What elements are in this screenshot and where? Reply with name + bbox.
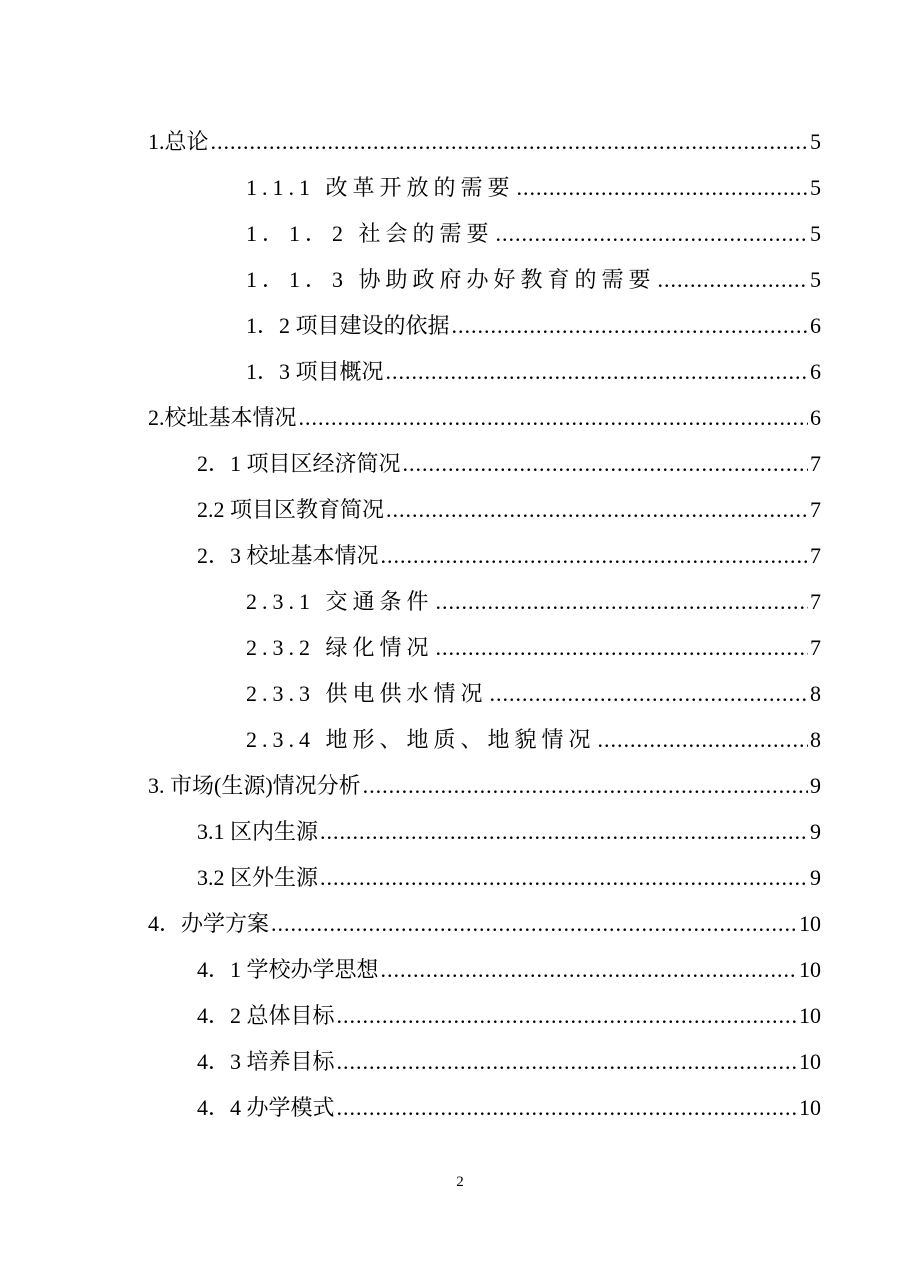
page-number: 2	[456, 1174, 464, 1190]
toc-leader-dots	[299, 400, 808, 436]
toc-entry-page: 9	[810, 773, 821, 798]
toc-entry-label: 1．1．2 社会的需要	[246, 221, 494, 246]
toc-entry-page: 9	[810, 865, 821, 890]
toc-leader-dots	[496, 216, 808, 252]
toc-entry-label: 2.2 项目区教育简况	[197, 497, 385, 522]
toc-leader-dots	[320, 814, 808, 850]
toc-entry-page: 8	[810, 681, 821, 706]
toc-leader-dots	[403, 446, 808, 482]
toc-entry[interactable]	[246, 676, 821, 712]
toc-entry[interactable]	[197, 860, 821, 896]
toc-entry[interactable]	[246, 308, 821, 344]
toc-entry[interactable]	[246, 216, 821, 252]
toc-entry[interactable]	[246, 354, 821, 390]
toc-entry[interactable]	[197, 998, 821, 1034]
toc-entry-page: 7	[810, 497, 821, 522]
toc-entry[interactable]	[197, 1044, 821, 1080]
toc-entry-page: 5	[810, 221, 821, 246]
toc-entry-label: 4．1 学校办学思想	[197, 957, 379, 982]
toc-leader-dots	[598, 722, 808, 758]
toc-entry[interactable]	[197, 952, 821, 988]
toc-leader-dots	[517, 170, 808, 206]
toc-leader-dots	[490, 676, 808, 712]
toc-leader-dots	[386, 492, 808, 528]
toc-entry-label: 3.2 区外生源	[197, 865, 319, 890]
toc-entry[interactable]	[197, 1090, 821, 1126]
toc-entry-page: 7	[810, 543, 821, 568]
toc-entry-label: 3.1 区内生源	[197, 819, 319, 844]
toc-leader-dots	[452, 308, 808, 344]
toc-leader-dots	[320, 860, 808, 896]
toc-entry[interactable]	[148, 400, 821, 436]
toc-entry-label: 4．办学方案	[148, 911, 270, 936]
toc-entry-label: 1.总论	[148, 129, 209, 154]
toc-entry-page: 5	[810, 129, 821, 154]
toc-entry-label: 1．2 项目建设的依据	[246, 313, 450, 338]
toc-entry-label: 1．3 项目概况	[246, 359, 384, 384]
toc-entry-page: 10	[799, 1003, 821, 1028]
toc-entry-page: 7	[810, 589, 821, 614]
toc-leader-dots	[337, 1090, 797, 1126]
toc-entry[interactable]	[197, 814, 821, 850]
toc-entry-page: 10	[799, 957, 821, 982]
toc-entry[interactable]	[197, 492, 821, 528]
toc-entry[interactable]	[246, 170, 821, 206]
toc-entry-page: 7	[810, 635, 821, 660]
toc-entry-label: 2.3.4 地形、地质、地貌情况	[246, 727, 596, 752]
toc-entry[interactable]	[246, 584, 821, 620]
toc-leader-dots	[381, 538, 808, 574]
toc-entry-page: 10	[799, 1049, 821, 1074]
toc-entry-page: 8	[810, 727, 821, 752]
toc-entry-label: 1．1．3 协助政府办好教育的需要	[246, 267, 656, 292]
toc-leader-dots	[271, 906, 797, 942]
toc-leader-dots	[211, 124, 808, 160]
toc-entry[interactable]	[197, 446, 821, 482]
toc-entry-label: 2．3 校址基本情况	[197, 543, 379, 568]
toc-leader-dots	[363, 768, 808, 804]
toc-entry-page: 5	[810, 175, 821, 200]
toc-entry[interactable]	[246, 722, 821, 758]
toc-entry-label: 4．2 总体目标	[197, 1003, 335, 1028]
toc-entry-label: 2.校址基本情况	[148, 405, 297, 430]
toc-entry-page: 5	[810, 267, 821, 292]
toc-entry-page: 10	[799, 1095, 821, 1120]
toc-entry-page: 9	[810, 819, 821, 844]
toc-entry-label: 3. 市场(生源)情况分析	[148, 773, 361, 798]
toc-leader-dots	[337, 1044, 797, 1080]
toc-leader-dots	[381, 952, 797, 988]
toc-entry-page: 6	[810, 313, 821, 338]
toc-entry-label: 4．4 办学模式	[197, 1095, 335, 1120]
toc-entry-label: 1.1.1 改革开放的需要	[246, 175, 515, 200]
toc-entry[interactable]	[148, 906, 821, 942]
toc-leader-dots	[436, 584, 808, 620]
toc-entry-page: 6	[810, 405, 821, 430]
toc-leader-dots	[658, 262, 808, 298]
toc-entry[interactable]	[148, 124, 821, 160]
toc-entry-label: 2.3.3 供电供水情况	[246, 681, 488, 706]
toc-entry-label: 4．3 培养目标	[197, 1049, 335, 1074]
toc-leader-dots	[337, 998, 797, 1034]
toc-entry[interactable]	[197, 538, 821, 574]
toc-entry-page: 10	[799, 911, 821, 936]
toc-entry-label: 2.3.1 交通条件	[246, 589, 434, 614]
toc-entry[interactable]	[148, 768, 821, 804]
toc-entry-page: 7	[810, 451, 821, 476]
toc-entry[interactable]	[246, 630, 821, 666]
toc-entry-label: 2.3.2 绿化情况	[246, 635, 434, 660]
toc-leader-dots	[436, 630, 808, 666]
toc-entry-page: 6	[810, 359, 821, 384]
toc-entry[interactable]	[246, 262, 821, 298]
toc-leader-dots	[386, 354, 808, 390]
toc-entry-label: 2．1 项目区经济简况	[197, 451, 401, 476]
